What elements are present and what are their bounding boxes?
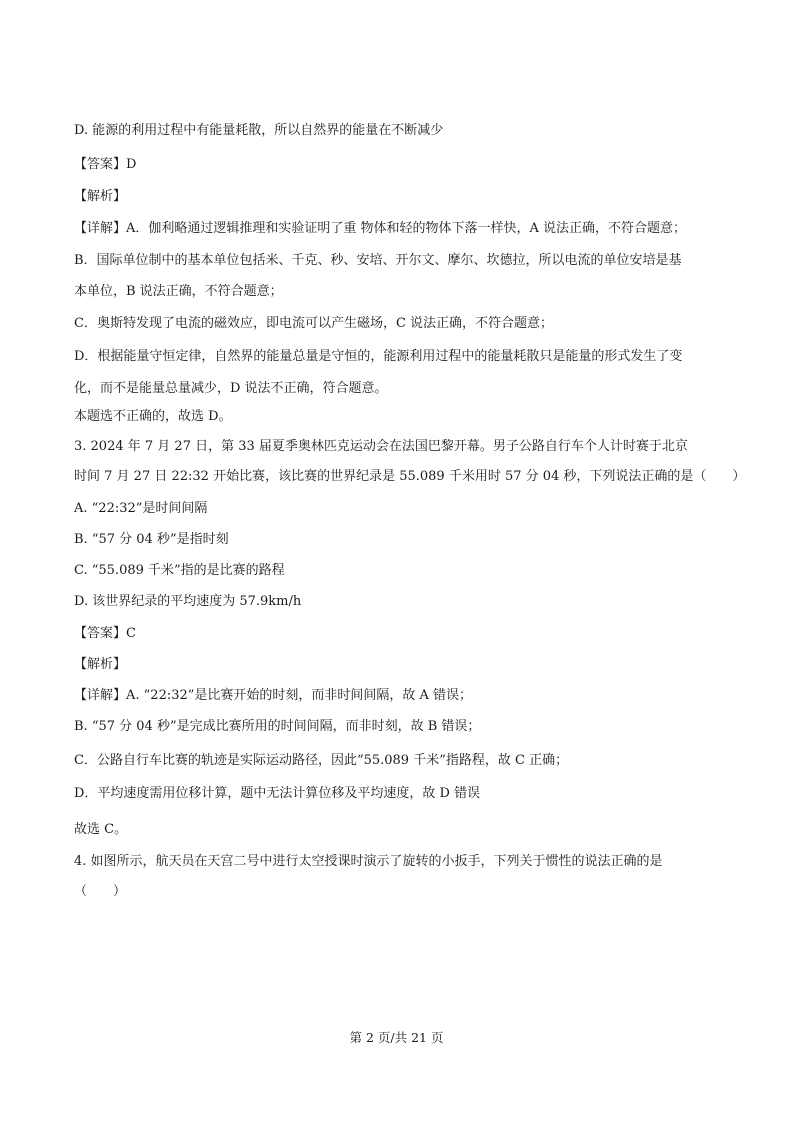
question-4-stem: 4. 如图所示，航天员在天宫二号中进行太空授课时演示了旋转的小扳手，下列关于惯性的说法正确的是	[74, 854, 663, 869]
answer-label-q2: 【答案】D	[74, 157, 137, 172]
option-d-q3: D. 该世界纪录的平均速度为 57.9km/h	[74, 594, 302, 609]
option-d-q2: D. 能源的利用过程中有能量耗散，所以自然界的能量在不断减少	[74, 123, 444, 138]
option-c-q3: C. “55.089 千米”指的是比赛的路程	[74, 563, 285, 578]
detail-line: C．公路自行车比赛的轨迹是实际运动路径，因此“55.089 千米”指路程，故 C 正确；	[74, 753, 569, 768]
option-b-q3: B. “57 分 04 秒”是指时刻	[74, 532, 229, 547]
detail-line: 化，而不是能量总量减少，D 说法不正确，符合题意。	[74, 381, 388, 396]
conclusion-q2: 本题选不正确的，故选 D。	[74, 409, 232, 424]
detail-line: D．平均速度需用位移计算，题中无法计算位移及平均速度，故 D 错误	[74, 786, 481, 801]
option-a-q3: A. “22:32”是时间间隔	[74, 501, 208, 516]
page-number: 第 2 页/共 21 页	[349, 1030, 444, 1045]
detail-line: 本单位，B 说法正确，不符合题意；	[74, 284, 283, 299]
question-3-stem: 时间 7 月 27 日 22:32 开始比赛，该比赛的世界纪录是 55.089 千米用时 57 分 04 秒，下列说法正确的是（ ）	[74, 469, 746, 484]
question-4-blank: （ ）	[74, 884, 127, 899]
detail-line: B. “57 分 04 秒”是完成比赛所用的时间间隔，而非时刻，故 B 错误；	[74, 719, 481, 734]
detail-line: 【详解】A. “22:32”是比赛开始的时刻，而非时间间隔，故 A 错误；	[74, 688, 473, 703]
question-3-stem: 3. 2024 年 7 月 27 日，第 33 届夏季奥林匹克运动会在法国巴黎开幕。男子公路自行车个人计时赛于北京	[74, 439, 688, 454]
detail-line: B．国际单位制中的基本单位包括米、千克、秒、安培、开尔文、摩尔、坎德拉，所以电流的单位安培是基	[74, 253, 682, 268]
answer-label-q3: 【答案】C	[74, 626, 136, 641]
conclusion-q3: 故选 C。	[74, 822, 128, 837]
analysis-label-q2: 【解析】	[74, 189, 127, 204]
analysis-label-q3: 【解析】	[74, 657, 127, 672]
detail-line: 【详解】A．伽利略通过逻辑推理和实验证明了重 物体和轻的物体下落一样快，A 说法正确，不符合题意；	[74, 221, 687, 236]
detail-line: C．奥斯特发现了电流的磁效应，即电流可以产生磁场，C 说法正确，不符合题意；	[74, 316, 554, 331]
detail-line: D．根据能量守恒定律，自然界的能量总量是守恒的，能源利用过程中的能量耗散只是能量的形式发生了变	[74, 349, 683, 364]
